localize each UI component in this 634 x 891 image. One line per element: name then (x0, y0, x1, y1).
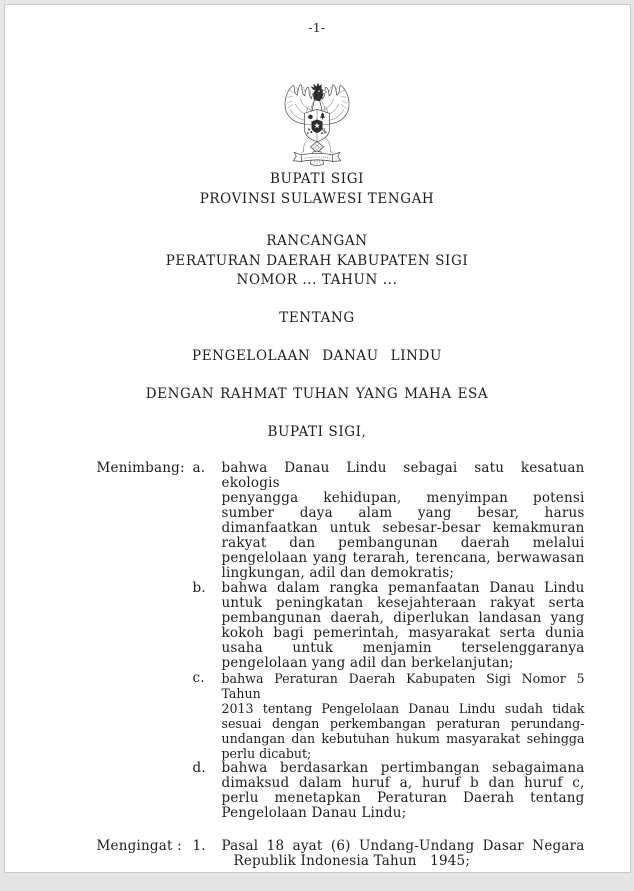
letterhead-province: PROVINSI SULAWESI TENGAH (199, 191, 435, 207)
text-line: 2013 tentang Pengelolaan Danau Lindu sudah tidak (221, 701, 585, 716)
item-marker: a. (192, 460, 206, 476)
list-item (193, 761, 585, 821)
text-line: kokoh bagi pemerintah, masyarakat serta dunia (221, 625, 585, 641)
document-page (4, 4, 631, 873)
about-label: TENTANG (279, 310, 355, 326)
list-item (193, 461, 585, 581)
citing-items (193, 839, 585, 869)
list-item (193, 581, 585, 671)
text-line: pengelolaan yang adil dan berkelanjutan; (221, 655, 514, 671)
considering-items (193, 461, 585, 821)
text-line: Pasal 18 ayat (6) Undang-Undang Dasar Negara (221, 838, 585, 854)
text-line: bahwa berdasarkan pertimbangan sebagaimana (221, 760, 585, 776)
citing-clause (97, 839, 585, 869)
text-line: Pengelolaan Danau Lindu; (221, 805, 407, 821)
text-line: perlu dicabut; (221, 746, 312, 761)
text-line: usaha untuk menjamin terselenggaranya (221, 640, 585, 656)
item-marker: c. (192, 670, 205, 686)
page-number: -1- (308, 21, 326, 35)
text-line: perlu menetapkan Peraturan Daerah tentang (221, 790, 585, 806)
issuer-line: BUPATI SIGI, (267, 424, 367, 440)
text-line: pengelolaan yang terarah, terencana, berwawasan (221, 550, 585, 566)
text-line: ekologis (221, 475, 280, 491)
item-marker: 1. (192, 838, 206, 854)
list-item (193, 671, 585, 761)
text-line: untuk peningkatan kesejahteraan rakyat serta (221, 595, 585, 611)
garuda-pancasila-icon (281, 80, 353, 172)
text-line: bahwa Peraturan Daerah Kabupaten Sigi Nomor 5 Tahun (221, 671, 585, 701)
text-line: bahwa dalam rangka pemanfaatan Danau Lindu (221, 580, 585, 596)
text-line: sesuai dengan perkembangan peraturan perundang- (221, 716, 585, 731)
text-line: undangan dan kebutuhan hukum masyarakat sehingga (221, 731, 585, 746)
item-body (222, 761, 585, 821)
considering-clause (97, 461, 585, 821)
draft-label: RANCANGAN (266, 233, 368, 249)
list-item (193, 839, 585, 869)
item-body (222, 581, 585, 671)
text-line: dimanfaatkan untuk sebesar-besar kemakmuran (221, 520, 585, 536)
considering-label: Menimbang: (96, 460, 185, 476)
letterhead-office: BUPATI SIGI (269, 171, 365, 187)
item-body (222, 839, 585, 869)
item-body (222, 671, 585, 761)
citing-label: Mengingat : (96, 838, 182, 854)
item-body (222, 461, 585, 581)
text-line: rakyat dan pembangunan daerah melalui (221, 535, 585, 551)
text-line: dimaksud dalam huruf a, huruf b dan huruf c, (221, 775, 585, 791)
invocation-line: DENGAN RAHMAT TUHAN YANG MAHA ESA (145, 386, 489, 402)
clauses-section (97, 461, 585, 869)
item-marker: d. (192, 760, 206, 776)
text-line: sumber daya alam yang besar, harus (221, 505, 585, 521)
text-line: Republik Indonesia Tahun 1945; (233, 853, 471, 869)
item-marker: b. (192, 580, 206, 596)
regulation-name: PERATURAN DAERAH KABUPATEN SIGI (165, 253, 469, 269)
text-line: penyangga kehidupan, menyimpan potensi (221, 490, 585, 506)
text-line: pembangunan daerah, diperlukan landasan yang (221, 610, 585, 626)
text-line: bahwa Danau Lindu sebagai satu kesatuan (221, 460, 585, 476)
regulation-number-line: NOMOR ... TAHUN ... (236, 272, 398, 288)
regulation-subject: PENGELOLAAN DANAU LINDU (192, 348, 442, 364)
text-line: lingkungan, adil dan demokratis; (221, 565, 455, 581)
